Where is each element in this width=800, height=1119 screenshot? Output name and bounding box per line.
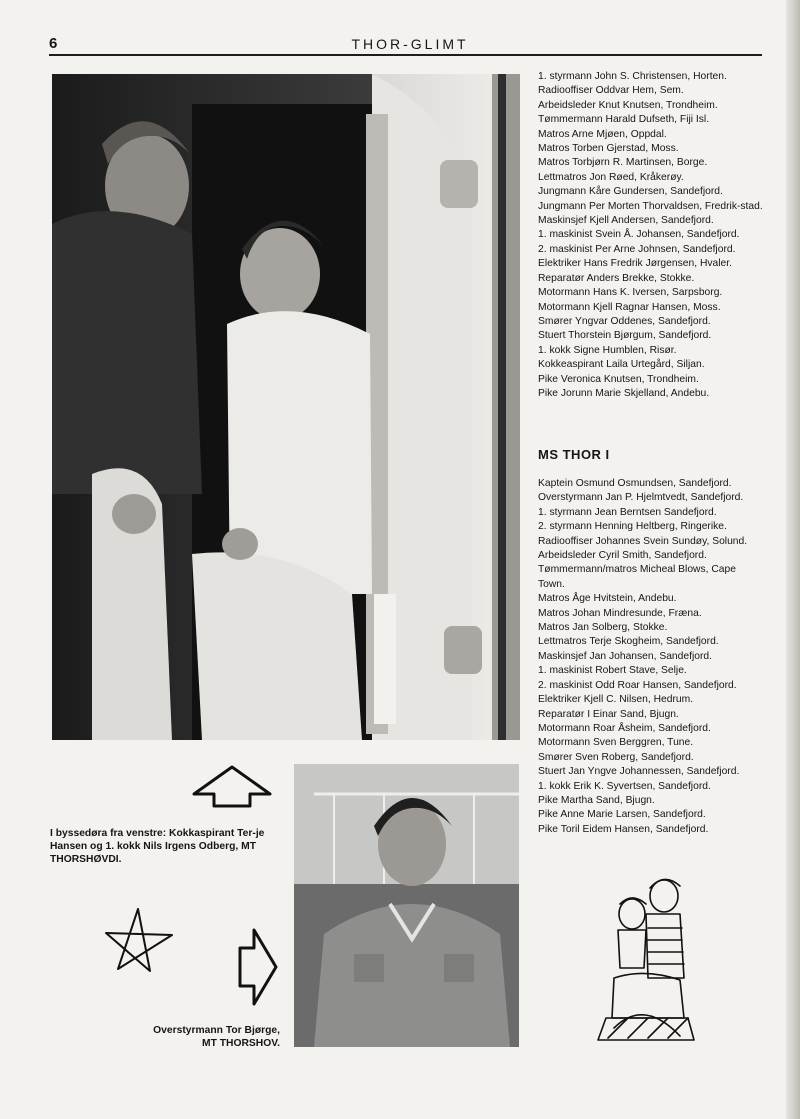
portrait-photo [294, 764, 519, 1047]
crew-entry: Maskinsjef Jan Johansen, Sandefjord. [538, 650, 713, 662]
crew-entry: Jungmann Per Morten Thorvaldsen, Fredrik-stad. [538, 200, 763, 212]
crew-entry: Matros Jan Solberg, Stokke. [538, 622, 668, 634]
crew-entry: Reparatør I Einar Sand, Bjugn. [538, 708, 679, 720]
crew-entry: Elektriker Hans Fredrik Jørgensen, Hvaler. [538, 258, 732, 270]
running-header-title: THOR-GLIMT [351, 36, 469, 52]
crew-entry: Pike Martha Sand, Bjugn. [538, 794, 655, 806]
crew-entry: Motormann Sven Berggren, Tune. [538, 737, 694, 749]
page-number: 6 [49, 35, 58, 52]
sailor-couple-cartoon-icon [584, 868, 708, 1048]
crew-entry: Arbeidsleder Cyril Smith, Sandefjord. [538, 550, 707, 562]
crew-entry: Matros Arne Mjøen, Oppdal. [538, 128, 667, 140]
crew-entry: Kokkeaspirant Laila Urtegård, Siljan. [538, 359, 705, 371]
crew-entry: Overstyrmann Jan P. Hjelmtvedt, Sandefjord. [538, 492, 744, 504]
portrait-caption-line-2: MT THORSHOV. [202, 1038, 280, 1049]
page-binding-edge [786, 0, 800, 1119]
crew-list-first-ship [538, 70, 764, 401]
crew-entry: 1. styrmann John S. Christensen, Horten. [538, 71, 727, 82]
right-arrow-icon [236, 926, 280, 1008]
crew-entry: Matros Johan Mindresunde, Fræna. [538, 607, 702, 619]
star-icon [102, 905, 176, 977]
crew-entry: Motormann Hans K. Iversen, Sarpsborg. [538, 287, 723, 299]
crew-entry: 1. maskinist Svein Å. Johansen, Sandefjord. [538, 229, 740, 241]
crew-entry: Jungmann Kåre Gundersen, Sandefjord. [538, 186, 723, 198]
crew-entry: 1. maskinist Robert Stave, Selje. [538, 665, 687, 677]
crew-entry: Lettmatros Jon Røed, Kråkerøy. [538, 171, 684, 183]
crew-entry: Motormann Roar Åsheim, Sandefjord. [538, 722, 711, 734]
crew-entry: Matros Torbjørn R. Martinsen, Borge. [538, 157, 708, 169]
crew-entry: 2. maskinist Odd Roar Hansen, Sandefjord. [538, 679, 737, 691]
crew-entry: Smører Sven Roberg, Sandefjord. [538, 751, 694, 763]
crew-list-ms-thor-i [538, 477, 764, 837]
crew-entry: Pike Toril Eidem Hansen, Sandefjord. [538, 823, 709, 835]
main-photo-caption: I byssedøra fra venstre: Kokkaspirant Ter-je Hansen og 1. kokk Nils Irgens Odberg, MT THORSHØVDI. [50, 828, 265, 865]
crew-entry: 2. styrmann Henning Heltberg, Ringerike. [538, 521, 727, 533]
crew-entry: Kaptein Osmund Osmundsen, Sandefjord. [538, 478, 732, 489]
galley-door-photo [52, 74, 520, 740]
crew-entry: Pike Anne Marie Larsen, Sandefjord. [538, 809, 706, 821]
crew-entry: Elektriker Kjell C. Nilsen, Hedrum. [538, 694, 694, 706]
header-rule [49, 54, 762, 56]
crew-entry: 1. kokk Signe Humblen, Risør. [538, 344, 677, 356]
crew-entry: Tømmermann Harald Dufseth, Fiji Isl. [538, 114, 710, 126]
crew-entry: Arbeidsleder Knut Knutsen, Trondheim. [538, 99, 718, 111]
crew-entry: Tømmermann/matros Micheal Blows, Cape Town. [538, 564, 736, 590]
crew-entry: Smører Yngvar Oddenes, Sandefjord. [538, 315, 711, 327]
crew-entry: Stuert Jan Yngve Johannessen, Sandefjord. [538, 766, 740, 778]
crew-entry: 1. kokk Erik K. Syvertsen, Sandefjord. [538, 780, 711, 792]
crew-entry: 2. maskinist Per Arne Johnsen, Sandefjord. [538, 243, 736, 255]
crew-entry: Stuert Thorstein Bjørgum, Sandefjord. [538, 330, 712, 342]
crew-entry: Radiooffiser Johannes Svein Sundøy, Solund. [538, 535, 748, 547]
portrait-caption-line-1: Overstyrmann Tor Bjørge, [153, 1025, 280, 1036]
portrait-caption [120, 1024, 280, 1050]
crew-entry: Reparatør Anders Brekke, Stokke. [538, 272, 695, 284]
up-arrow-icon [190, 764, 274, 810]
section-heading-ms-thor-i: MS THOR I [538, 447, 610, 462]
crew-entry: Radiooffiser Oddvar Hem, Sem. [538, 85, 684, 97]
crew-entry: Pike Veronica Knutsen, Trondheim. [538, 373, 699, 385]
crew-entry: Motormann Kjell Ragnar Hansen, Moss. [538, 301, 721, 313]
crew-entry: Pike Jorunn Marie Skjelland, Andebu. [538, 387, 710, 399]
crew-entry: Matros Åge Hvitstein, Andebu. [538, 593, 677, 605]
crew-entry: Maskinsjef Kjell Andersen, Sandefjord. [538, 215, 714, 227]
crew-entry: Matros Torben Gjerstad, Moss. [538, 143, 679, 155]
crew-entry: Lettmatros Terje Skogheim, Sandefjord. [538, 636, 719, 648]
crew-entry: 1. styrmann Jean Berntsen Sandefjord. [538, 506, 717, 518]
